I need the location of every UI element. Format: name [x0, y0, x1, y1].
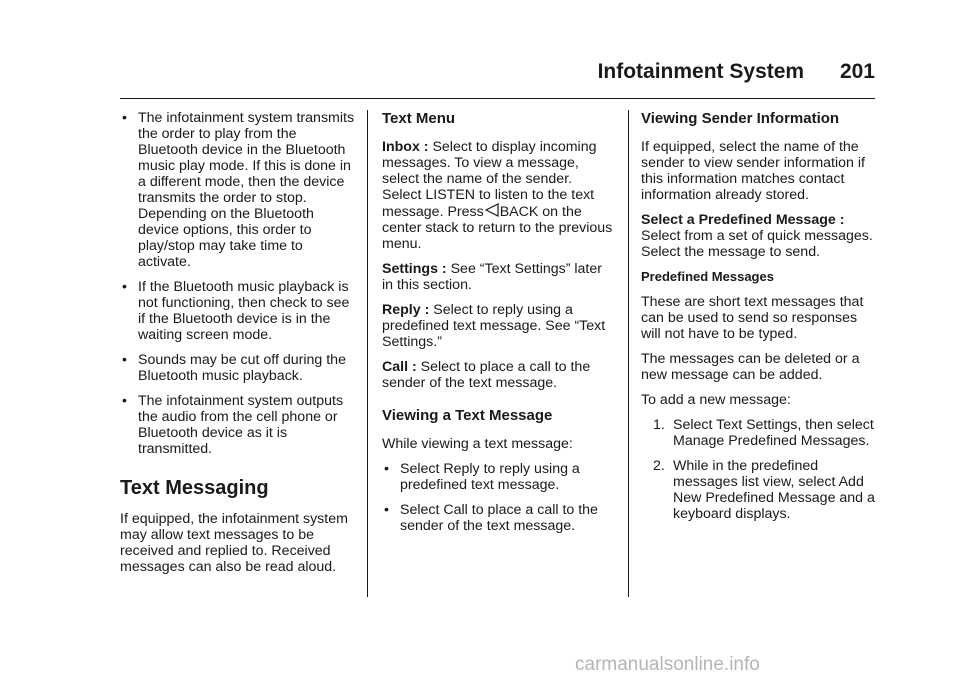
bullet-item [382, 461, 614, 493]
predefined-paragraph-1: These are short text messages that can be used to send so responses will not have to be typed. [641, 294, 864, 342]
column-2 [382, 110, 614, 543]
settings-text: See “Text Settings” later in this section. [382, 261, 602, 293]
column-divider-1 [367, 110, 368, 597]
add-message-intro: To add a new message: [641, 392, 791, 408]
bullet-item [120, 352, 356, 384]
bullet-marker: • [122, 279, 127, 295]
predefined-paragraph-2: The messages can be deleted or a new message can be added. [641, 351, 860, 383]
viewing-paragraph: While viewing a text message: [382, 436, 573, 452]
text-messaging-heading: Text Messaging [120, 477, 269, 499]
reply-text: Select to reply using a predefined text message. See “Text Settings.” [382, 302, 606, 350]
call-paragraph [382, 359, 614, 391]
bullet-item [120, 279, 356, 343]
bullet-text: Select Reply to reply using a predefined text message. [400, 461, 580, 493]
bullet-text: Sounds may be cut off during the Bluetooth music playback. [138, 352, 346, 384]
bullet-marker: • [384, 502, 389, 518]
inbox-text-a: Select to display incoming messages. To view a message, select the name of the sender. Select LISTEN to listen to the text message. Press [382, 139, 597, 220]
inbox-text-b: BACK on the center stack to return to the previous menu. [382, 204, 613, 252]
bullet-text: Select Call to place a call to the sender of the text message. [400, 502, 598, 534]
bullet-item [120, 393, 356, 457]
numbered-step [641, 458, 877, 522]
settings-paragraph [382, 261, 614, 293]
bullet-marker: • [122, 393, 127, 409]
text-messaging-paragraph: If equipped, the infotainment system may allow text messages to be received and replied to. Received messages can also be read aloud. [120, 511, 348, 575]
section-title: Infotainment System [597, 60, 805, 83]
page-number: 201 [839, 60, 875, 83]
numbered-step [641, 417, 877, 449]
column-3 [641, 110, 877, 531]
reply-paragraph [382, 302, 614, 350]
column-1 [120, 110, 356, 584]
bullet-text: The infotainment system transmits the order to play from the Bluetooth device in the Bluetooth music play mode. If this is done in a different mode, then the device transmits the order to stop. Depending on the Bluetooth device options, this order to play/stop may take time to activate. [138, 110, 355, 270]
call-text: Select to place a call to the sender of the text message. [382, 359, 591, 391]
bullet-marker: • [384, 461, 389, 477]
bullet-marker: • [122, 110, 127, 126]
page-header [0, 60, 875, 84]
reply-label: Reply : [382, 302, 430, 318]
back-button-icon [485, 203, 499, 220]
bullet-item [120, 110, 356, 270]
text-menu-heading: Text Menu [382, 110, 456, 127]
sender-paragraph: If equipped, select the name of the sender to view sender information if this information matches contact information already stored. [641, 139, 865, 203]
viewing-text-message-heading: Viewing a Text Message [382, 407, 553, 424]
predefined-select-label: Select a Predefined Message : [641, 212, 845, 228]
step-number: 2. [653, 458, 665, 474]
inbox-paragraph [382, 139, 614, 252]
settings-label: Settings : [382, 261, 447, 277]
bullet-text: If the Bluetooth music playback is not functioning, then check to see if the Bluetooth device is in the waiting screen mode. [138, 279, 350, 343]
predefined-messages-subheading: Predefined Messages [641, 269, 774, 284]
bullet-text: The infotainment system outputs the audio from the cell phone or Bluetooth device as it is transmitted. [138, 393, 344, 457]
step-text: While in the predefined messages list view, select Add New Predefined Message and a keyboard displays. [673, 458, 875, 522]
step-text: Select Text Settings, then select Manage Predefined Messages. [673, 417, 874, 449]
inbox-label: Inbox : [382, 139, 429, 155]
step-number: 1. [653, 417, 665, 433]
watermark: carmanualsonline.info [575, 654, 760, 675]
header-rule [120, 98, 875, 99]
predefined-select-text: Select from a set of quick messages. Select the message to send. [641, 228, 873, 260]
column-divider-2 [628, 110, 629, 597]
bullet-marker: • [122, 352, 127, 368]
predefined-select-paragraph [641, 212, 877, 260]
viewing-sender-heading: Viewing Sender Information [641, 110, 840, 127]
bullet-item [382, 502, 614, 534]
call-label: Call : [382, 359, 417, 375]
